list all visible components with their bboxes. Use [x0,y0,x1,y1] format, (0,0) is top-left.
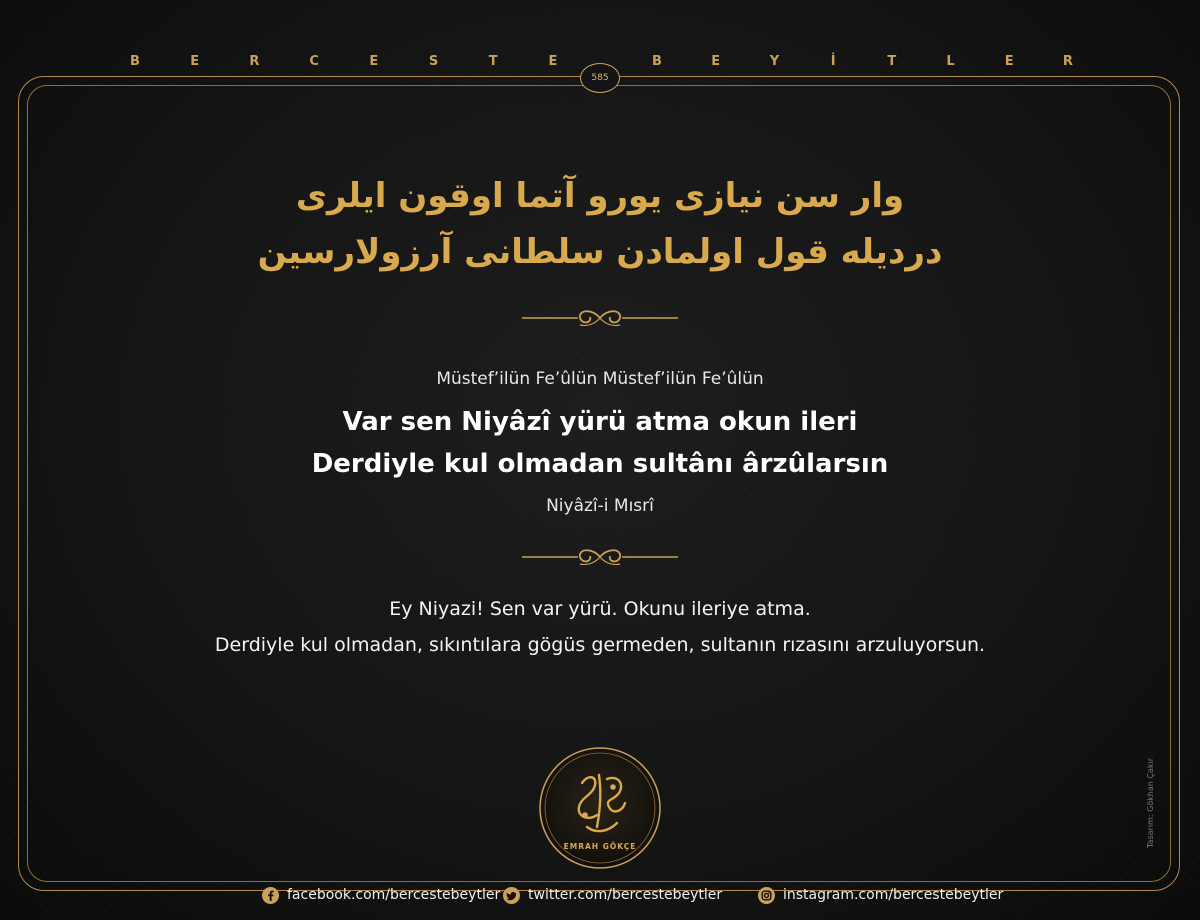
ornament-divider-top [520,305,680,331]
series-letter: R [249,54,260,69]
series-letter: E [1004,54,1014,69]
series-letter: R [1062,54,1073,69]
series-letter: E [548,54,558,69]
ornament-divider-bottom [520,544,680,570]
poet-name: Niyâzî-i Mısrî [546,496,654,516]
series-letter: Y [769,54,780,69]
arabic-verse-line-1: وار سن نیازی یورو آتما اوقون ایلری [295,176,905,216]
series-letter: E [190,54,200,69]
twitter-link[interactable] [503,885,722,905]
verse-line-1: Var sen Niyâzî yürü atma okun ileri [342,407,858,437]
designer-credit: Tasarım: Gökhan Çakır [1146,757,1155,848]
meter-text: Müstef’ilün Fe’ûlün Müstef’ilün Fe’ûlün [436,369,764,389]
series-letter: B [652,54,662,69]
arabic-verse-line-2: دردیله قول اولمادن سلطانی آرزولارسین [257,232,943,272]
series-title-beyitler [650,52,1075,72]
series-letter: B [130,54,140,69]
series-letter: T [488,54,498,69]
series-letter: İ [830,54,836,69]
twitter-link-text: twitter.com/bercestebeytler [528,887,723,903]
emrah-gokce-logo [537,745,663,871]
series-letter: S [428,54,439,69]
instagram-link-text: instagram.com/bercestebeytler [783,887,1004,903]
facebook-icon [262,887,279,904]
translation-line-1: Ey Niyazi! Sen var yürü. Okunu ileriye atma. [389,598,811,620]
facebook-link-text: facebook.com/bercestebeytler [287,887,501,903]
translation-line-2: Derdiyle kul olmadan, sıkıntılara gögüs germeden, sultanın rızasını arzuluyorsun. [214,634,986,656]
series-letter: E [711,54,721,69]
series-letter: T [887,54,897,69]
issue-number-badge: 585 [580,63,620,93]
series-letter: C [309,54,319,69]
verse-line-2: Derdiyle kul olmadan sultânı ârzûlarsın [311,449,889,479]
instagram-icon [758,887,775,904]
instagram-link[interactable] [758,885,1003,905]
facebook-link[interactable] [262,885,500,905]
logo-name: EMRAH GÖKÇE [563,842,637,851]
series-letter: E [369,54,379,69]
series-title-berceste [128,52,560,72]
twitter-icon [503,887,520,904]
series-letter: L [946,54,955,69]
